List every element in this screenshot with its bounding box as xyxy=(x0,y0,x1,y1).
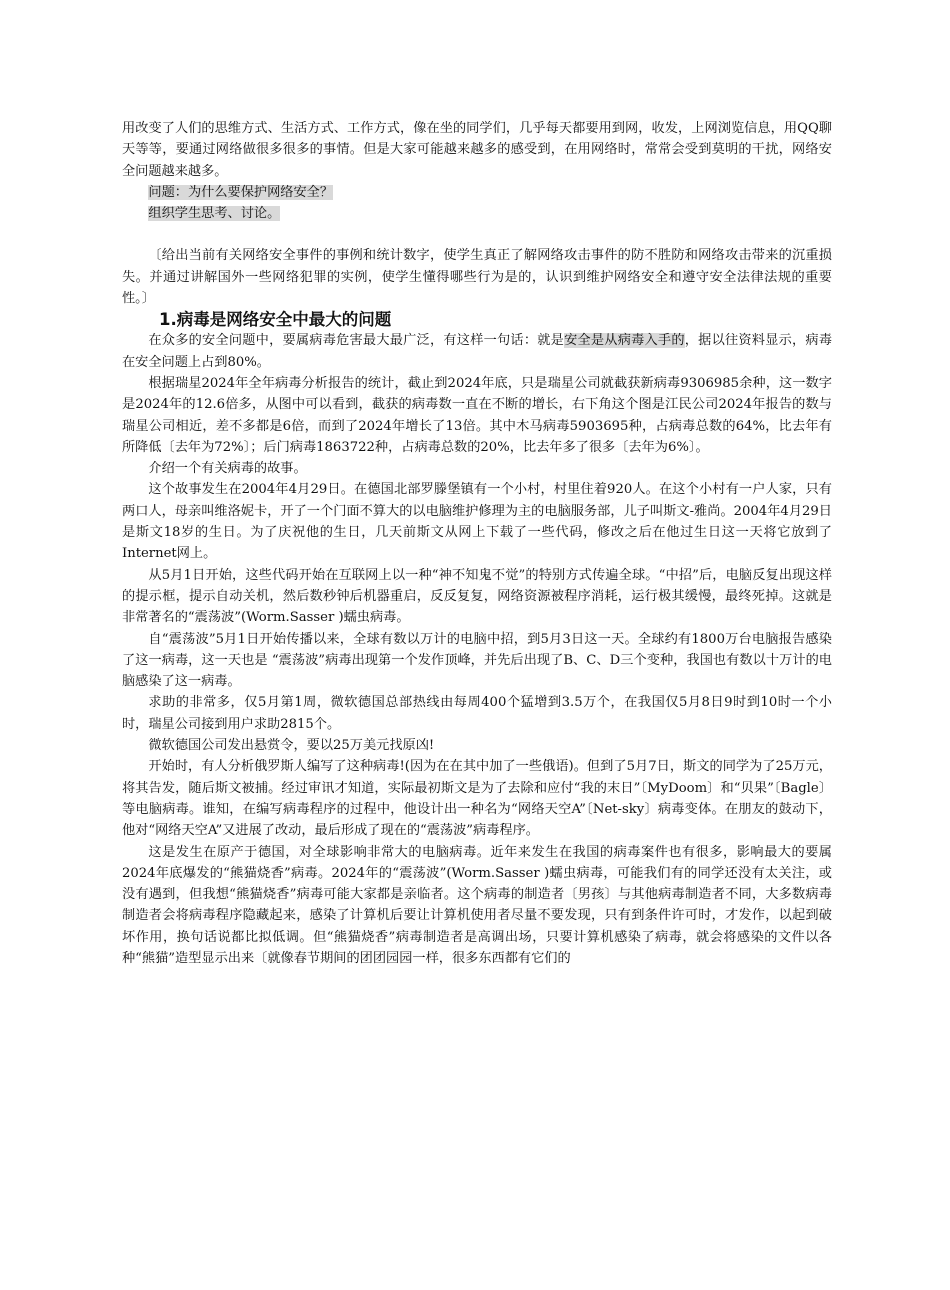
paragraph-panda-virus: 这是发生在原产于德国，对全球影响非常大的电脑病毒。近年来发生在我国的病毒案件也有很多，影响最大的要属2024年底爆发的“熊猫烧香”病毒。2024年的“震荡波”(Worm.Sasser )蠕虫病毒，可能我们有的同学还没有太关注，或没有遇到，但我想“熊猫烧香”病毒可能大家都是亲临者。这个病毒的制造者〔男孩〕与其他病毒制造者不同，大多数病毒制造者会将病毒程序隐藏起来，感染了计算机后要让计算机使用者尽量不要发现，只有到条件许可时，才发作，以起到破坏作用，换句话说都比拟低调。但“熊猫烧香”病毒制造者是高调出场，只要计算机感染了病毒，就会将感染的文件以各种“熊猫”造型显示出来〔就像春节期间的团团园园一样，很多东西都有它们的 xyxy=(122,844,832,966)
paragraph-story-origin: 这个故事发生在2004年4月29日。在德国北部罗滕堡镇有一个小村，村里住着920人。在这个小村有一户人家，只有两口人，母亲叫维洛妮卡，开了一个门面不算大的以电脑维护修理为主的电脑服务部，儿子叫斯文-雅尚。2004年4月29日是斯文18岁的生日。为了庆祝他的生日，几天前斯文从网上下载了一些代码，修改之后在他过生日这一天将它放到了Internet网上。 xyxy=(122,482,832,562)
organize-highlight: 组织学生思考、讨论。 xyxy=(148,206,281,222)
question-highlight: 问题：为什么要保护网络安全？ xyxy=(148,184,334,200)
p1-text-after: ，据以往资料显示，病毒在安全问题上占到80%。 xyxy=(122,333,833,370)
spacer xyxy=(122,224,832,245)
intro-continuation-paragraph: 用改变了人们的思维方式、生活方式、工作方式，像在坐的同学们，几乎每天都要用到网，收发，上网浏览信息，用QQ聊天等等，要通过网络做很多很多的事情。但是大家可能越来越多的感受到，在用网络时，常常会受到莫明的干扰，网络安全问题越来越多。 xyxy=(122,121,832,179)
paragraph-story-intro: 介绍一个有关病毒的故事。 xyxy=(148,461,307,477)
teaching-note-paragraph: 〔给出当前有关网络安全事件的事例和统计数字，使学生真正了解网络攻击事件的防不胜防和网络攻击带来的沉重损失。并通过讲解国外一些网络犯罪的实例，使学生懂得哪些行为是的，认识到维护网络安全和遵守安全法律法规的重要性。〕 xyxy=(122,248,832,307)
section-heading: 1.病毒是网络安全中最大的问题 xyxy=(159,310,392,330)
paragraph-spread: 从5月1日开始，这些代码开始在互联网上以一种“神不知鬼不觉”的特别方式传遍全球。“中招”后，电脑反复出现这样的提示框，提示自动关机，然后数秒钟后机器重启，反反复复，网络资源被程序消耗，运行极其缓慢，最终死掉。这就是非常著名的“震荡波”(Worm.Sasser )蠕虫病毒。 xyxy=(122,567,832,626)
paragraph-virus-intro xyxy=(122,330,832,373)
paragraph-arrest: 开始时，有人分析俄罗斯人编写了这种病毒!(因为在在其中加了一些俄语)。但到了5月7日，斯文的同学为了25万元，将其告发，随后斯文被捕。经过审讯才知道，实际最初斯文是为了去除和应付“我的末日”〔MyDoom〕和“贝果”〔Bagle〕等电脑病毒。谁知，在编写病毒程序的过程中，他设计出一种名为“网络天空A”〔Net-sky〕病毒变体。在朋友的鼓动下，他对“网络天空A”又进展了改动，最后形成了现在的“震荡波”病毒程序。 xyxy=(122,759,832,839)
p1-text-before: 在众多的安全问题中，要属病毒危害最大最广泛，有这样一句话：就是 xyxy=(148,333,565,349)
document-page xyxy=(122,118,832,969)
question-line xyxy=(122,182,832,203)
organize-line xyxy=(122,203,832,224)
p1-highlight: 安全是从病毒入手的 xyxy=(564,333,685,349)
paragraph-reward: 微软德国公司发出悬赏令，要以25万美元找原凶! xyxy=(148,738,435,754)
paragraph-rising-report: 根据瑞星2024年全年病毒分析报告的统计，截止到2024年底，只是瑞星公司就截获新病毒9306985余种，这一数字是2024年的12.6倍多，从图中可以看到，截获的病毒数一直在不断的增长，右下角这个图是江民公司2024年报告的数与瑞星公司相近，差不多都是6倍，而到了2024年增长了13倍。其中木马病毒5903695种，占病毒总数的64%，比去年有所降低〔去年为72%〕；后门病毒1863722种，占病毒总数的20%，比去年多了很多〔去年为6%〕。 xyxy=(122,375,832,455)
paragraph-infection-peak: 自“震荡波”5月1日开始传播以来，全球有数以万计的电脑中招，到5月3日这一天。全球约有1800万台电脑报告感染了这一病毒，这一天也是 “震荡波”病毒出现第一个发作顶峰，并先后出现了B、C、D三个变种，我国也有数以十万计的电脑感染了这一病毒。 xyxy=(122,631,832,690)
paragraph-help-requests: 求助的非常多，仅5月第1周，微软德国总部热线由每周400个猛增到3.5万个，在我国仅5月8日9时到10时一个小时，瑞星公司接到用户求助2815个。 xyxy=(122,695,832,732)
